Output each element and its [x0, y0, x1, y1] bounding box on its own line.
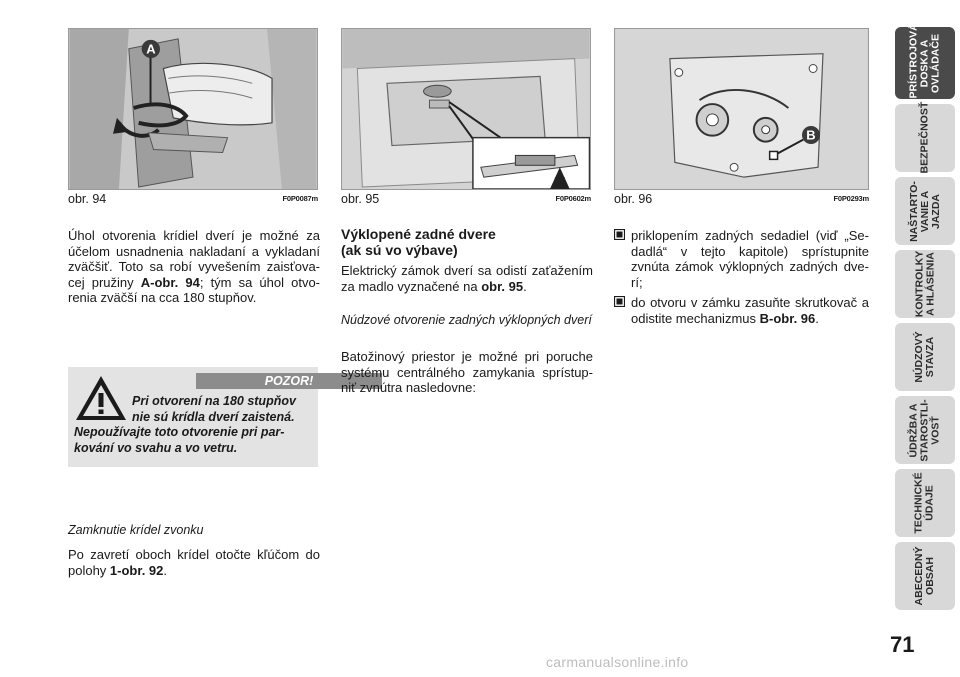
figure-reference: A-obr. 94: [140, 274, 200, 290]
tab-nastartovanie[interactable]: [895, 177, 955, 245]
figure-96-image: [614, 28, 869, 190]
warning-title: POZOR!: [196, 373, 382, 389]
callout-b-badge: [801, 125, 821, 145]
warning-line: Pri otvorení na 180 stupňov: [132, 394, 296, 408]
figure-number: obr. 94: [68, 192, 107, 206]
figure-number: obr. 96: [614, 192, 653, 206]
warning-text: [74, 394, 314, 456]
text-run: ; tým sa úhol otvo-renia zväčší na cca 180 stupňov.: [68, 274, 321, 305]
tab-label: PRÍSTROJOVÁ DOSKA A OVLÁDAČE: [907, 22, 942, 98]
tab-udrzba[interactable]: [895, 396, 955, 464]
callout-b-text: B: [806, 127, 816, 143]
figure-reference: B-obr. 96: [759, 310, 816, 326]
figure-code: F0P0602m: [555, 194, 591, 203]
tab-bezpecnost[interactable]: [895, 101, 955, 173]
door-angle-paragraph: [68, 228, 320, 306]
tab-label: KONTROLKY A HLÁSENIA: [913, 250, 936, 318]
figure-code: F0P0293m: [833, 194, 869, 203]
figure-96-caption: [614, 192, 869, 208]
figure-reference: 1-obr. 92: [109, 562, 164, 578]
tab-pristrojova-doska[interactable]: [895, 22, 955, 99]
figure-95-caption: [341, 192, 591, 208]
list-item: [614, 295, 869, 326]
text-run: .: [163, 562, 168, 578]
text-run: Elektrický zámok dverí sa odistí zaťažením za madlo vyznačené na: [341, 263, 593, 294]
lock-outside-paragraph: [68, 547, 320, 578]
tab-technicke-udaje[interactable]: [895, 469, 955, 537]
warning-line: nie sú krídla dverí zaistená.: [132, 409, 295, 424]
heading-line: (ak sú vo výbave): [341, 242, 458, 258]
text-run: Úhol otvorenia krídiel dverí je možné za účelom usnadnenia nakladaní a vykladaní zväčšiť. Toto sa robí vyvešením zaisťova-cej pružiny: [68, 228, 320, 290]
tailgate-heading: [341, 226, 593, 258]
text-run: Po zavretí oboch krídel otočte kľúčom do polohy: [68, 547, 320, 578]
tailgate-paragraph: [341, 263, 593, 294]
text-run: .: [523, 278, 527, 294]
checkbox-bullet-icon: [614, 296, 625, 307]
warning-line: Nepoužívajte toto otvorenie pri par-kování vo svahu a vo vetru.: [74, 425, 285, 455]
tab-abecedny-obsah[interactable]: [895, 542, 955, 610]
figure-number: obr. 95: [341, 192, 380, 206]
tab-label: ÚDRŽBA A STAROSTLI- VOSŤ: [907, 398, 942, 462]
tab-label: BEZPEČNOSŤ: [918, 101, 931, 173]
watermark: carmanualsonline.info: [546, 654, 689, 670]
tab-label: NAŠTARTO- VANIE A JAZDA: [907, 180, 942, 242]
heading-line: Výklopené zadné dvere: [341, 226, 496, 242]
tab-label: TECHNICKÉ ÚDAJE: [913, 472, 937, 534]
instruction-list: [614, 228, 869, 331]
text-run: do otvoru v zámku zasuňte skrutkovač a odistite mechanizmus: [631, 295, 869, 326]
tailgate-handle-illustration: [342, 29, 590, 189]
figure-95-image: [341, 28, 591, 190]
text-run: .: [815, 310, 819, 326]
lock-mechanism-illustration: [615, 29, 868, 189]
emergency-opening-subheading: Núdzové otvorenie zadných výklopných dverí: [341, 313, 592, 327]
tab-kontrolky[interactable]: [895, 250, 955, 318]
figure-94-image: [68, 28, 318, 190]
page-number: 71: [890, 632, 915, 657]
figure-94-caption: [68, 192, 318, 208]
warning-box: [68, 367, 318, 467]
door-spring-illustration: [69, 29, 317, 189]
tab-nudzovy-stav[interactable]: [895, 323, 955, 391]
figure-reference: obr. 95: [481, 278, 524, 294]
checkbox-bullet-icon: [614, 229, 625, 240]
callout-a-text: A: [146, 41, 156, 57]
lock-outside-subheading: Zamknutie krídel zvonku: [68, 523, 204, 537]
emergency-opening-paragraph: Batožinový priestor je možné pri poruche systému centrálného zamykania sprístup-niť zvnútra nasledovne:: [341, 349, 593, 395]
figure-code: F0P0087m: [282, 194, 318, 203]
text-run: priklopením zadných sedadiel (viď „Se-dadlá“ v tejto kapitole) sprístupnite zvnúta zámok výklopných zadných dve-rí;: [631, 228, 869, 290]
tab-label: NÚDZOVÝ STAVZA: [913, 331, 936, 383]
callout-a-badge: [141, 39, 161, 59]
list-item: [614, 228, 869, 290]
tab-label: ABECEDNÝ OBSAH: [913, 546, 936, 606]
